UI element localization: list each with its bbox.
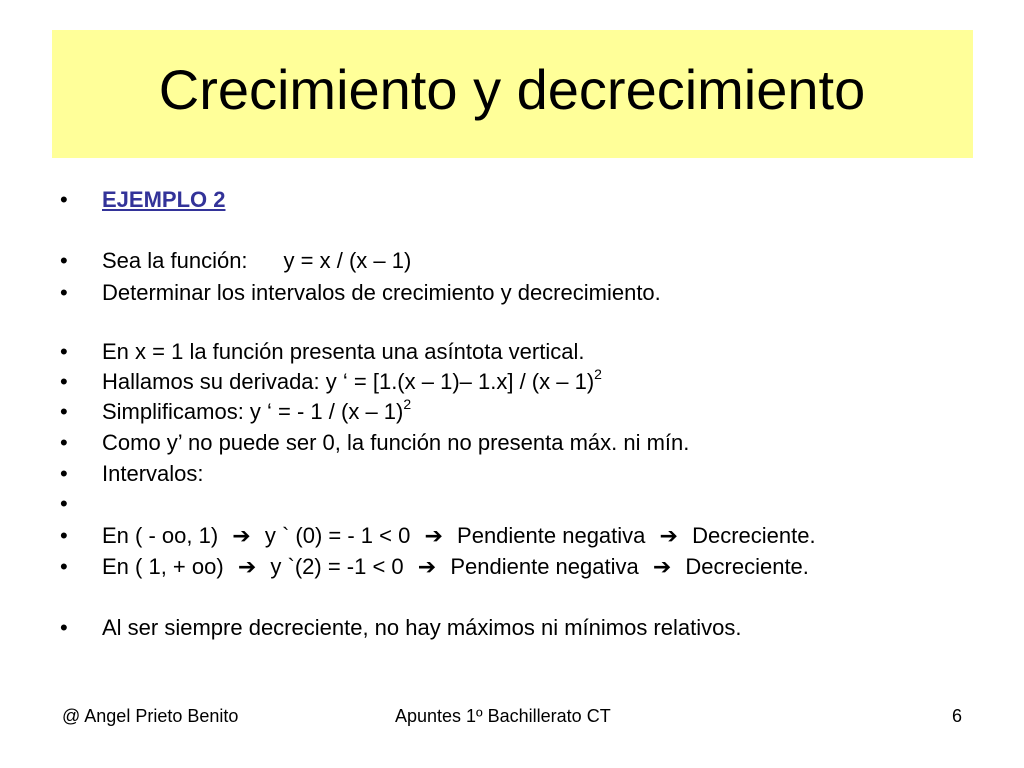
asymptote-note: En x = 1 la función presenta una asíntota vertical. xyxy=(102,339,585,364)
simplified-text: Simplificamos: y ‘ = - 1 / (x – 1) xyxy=(102,399,404,424)
interval-2-result: Decreciente. xyxy=(685,554,809,579)
conclusion: Al ser siempre decreciente, no hay máximos ni mínimos relativos. xyxy=(102,615,742,640)
footer-course: Apuntes 1º Bachillerato CT xyxy=(395,706,611,726)
derivative-line xyxy=(102,366,602,398)
right-arrow-icon: ➔ xyxy=(417,555,437,580)
interval-1-slope: Pendiente negativa xyxy=(457,523,646,548)
example-heading-link[interactable]: EJEMPLO 2 xyxy=(102,187,226,212)
function-formula: y = x / (x – 1) xyxy=(283,248,412,273)
function-definition xyxy=(102,245,411,277)
interval-1-range: En ( - oo, 1) xyxy=(102,523,219,548)
interval-2-derivative: y `(2) = -1 < 0 xyxy=(270,554,404,579)
bullet-marker: • xyxy=(60,491,68,516)
interval-2-slope: Pendiente negativa xyxy=(450,554,639,579)
bullet-marker: • xyxy=(60,280,68,305)
right-arrow-icon: ➔ xyxy=(659,524,678,549)
derivative-exponent: 2 xyxy=(594,365,602,382)
function-label: Sea la función: xyxy=(102,248,248,273)
simplified-derivative-line xyxy=(102,396,411,428)
bullet-marker: • xyxy=(60,615,68,640)
interval-2-range: En ( 1, + oo) xyxy=(102,554,224,579)
right-arrow-icon: ➔ xyxy=(652,555,672,580)
footer-author: @ Angel Prieto Benito xyxy=(62,706,239,726)
derivative-text: Hallamos su derivada: y ‘ = [1.(x – 1)– 1.x] / (x – 1) xyxy=(102,369,595,394)
right-arrow-icon: ➔ xyxy=(232,524,251,549)
bullet-marker: • xyxy=(60,554,68,579)
task-statement: Determinar los intervalos de crecimiento y decrecimiento. xyxy=(102,280,661,305)
right-arrow-icon: ➔ xyxy=(424,524,443,549)
bullet-marker: • xyxy=(60,369,68,394)
interval-row-2 xyxy=(102,551,809,584)
bullet-marker: • xyxy=(60,248,68,273)
footer-page-number: 6 xyxy=(952,706,963,726)
right-arrow-icon: ➔ xyxy=(237,555,257,580)
bullet-marker: • xyxy=(60,187,68,212)
bullet-marker: • xyxy=(60,339,68,364)
bullet-marker: • xyxy=(60,430,68,455)
interval-1-derivative: y ` (0) = - 1 < 0 xyxy=(264,523,411,548)
bullet-marker: • xyxy=(60,461,68,486)
bullet-marker: • xyxy=(60,523,68,548)
slide-title: Crecimiento y decrecimiento xyxy=(158,58,866,121)
no-extrema-note: Como y’ no puede ser 0, la función no presenta máx. ni mín. xyxy=(102,430,690,455)
interval-row-1 xyxy=(102,520,816,553)
interval-1-result: Decreciente. xyxy=(692,523,816,548)
simplified-exponent: 2 xyxy=(403,395,412,412)
bullet-marker: • xyxy=(60,399,68,424)
intervals-label: Intervalos: xyxy=(102,461,204,486)
